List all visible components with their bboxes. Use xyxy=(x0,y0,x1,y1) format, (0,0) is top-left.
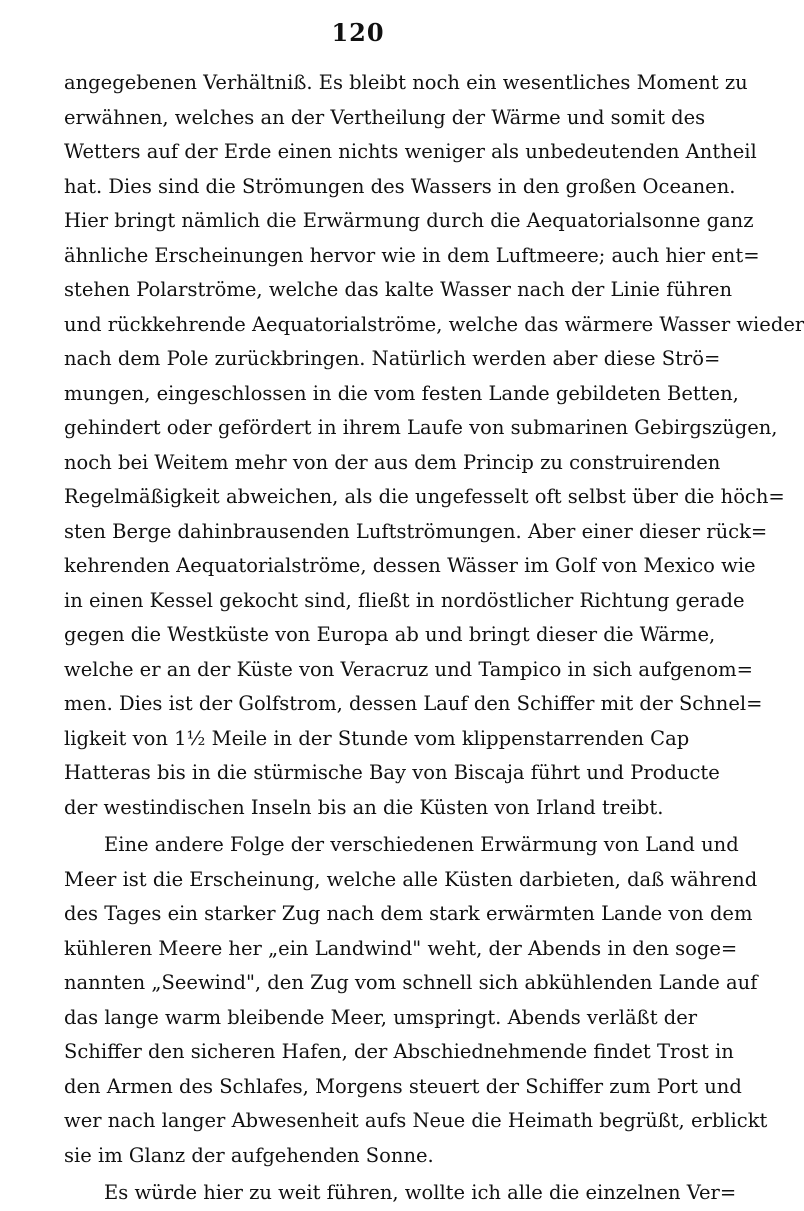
paragraph-2 xyxy=(64,828,768,1173)
text-line: Hatteras bis in die stürmische Bay von Biscaja führt und Producte xyxy=(64,761,720,784)
text-line: gegen die Westküste von Europa ab und bringt dieser die Wärme, xyxy=(64,623,716,646)
text-line: mungen, eingeschlossen in die vom festen Lande gebildeten Betten, xyxy=(64,381,739,405)
text-line: Hier bringt nämlich die Erwärmung durch die Aequatorialsonne ganz xyxy=(64,209,754,232)
text-line: Wetters auf der Erde einen nichts weniger als unbedeutenden Antheil xyxy=(64,140,757,163)
text-line: in einen Kessel gekocht sind, fließt in nordöstlicher Richtung gerade xyxy=(64,588,745,612)
text-line: Schiffer den sicheren Hafen, der Abschiednehmende findet Trost in xyxy=(64,1040,734,1063)
body-text xyxy=(64,66,804,1211)
text-line: ligkeit von 1½ Meile in der Stunde vom klippenstarrenden Cap xyxy=(64,726,690,750)
text-line: angegebenen Verhältniß. Es bleibt noch ein wesentliches Moment zu xyxy=(64,71,748,94)
text-line: men. Dies ist der Golfstrom, dessen Lauf den Schiffer mit der Schnel= xyxy=(64,692,763,715)
text-line: erwähnen, welches an der Vertheilung der Wärme und somit des xyxy=(64,105,706,129)
paragraph-3 xyxy=(64,1176,737,1211)
text-line: ähnliche Erscheinungen hervor wie in dem Luftmeere; auch hier ent= xyxy=(64,243,760,267)
text-line: das lange warm bleibende Meer, umspringt. Abends verläßt der xyxy=(64,1005,698,1029)
text-line: nannten „Seewind", den Zug vom schnell sich abkühlenden Lande auf xyxy=(64,971,758,994)
text-line: und rückkehrende Aequatorialströme, welche das wärmere Wasser wieder xyxy=(64,312,804,336)
text-line: stehen Polarströme, welche das kalte Wasser nach der Linie führen xyxy=(64,278,733,301)
text-line: sten Berge dahinbrausenden Luftströmungen. Aber einer dieser rück= xyxy=(64,519,768,543)
text-line: wer nach langer Abwesenheit aufs Neue die Heimath begrüßt, erblickt xyxy=(64,1109,768,1132)
page-number: 120 xyxy=(331,18,385,47)
text-line: noch bei Weitem mehr von der aus dem Princip zu construirenden xyxy=(64,450,721,474)
text-line: nach dem Pole zurückbringen. Natürlich werden aber diese Strö= xyxy=(64,347,721,370)
text-line: der westindischen Inseln bis an die Küsten von Irland treibt. xyxy=(64,795,664,819)
text-line: Meer ist die Erscheinung, welche alle Küsten darbieten, daß während xyxy=(64,867,758,891)
paragraph-1 xyxy=(64,66,804,825)
text-line: gehindert oder gefördert in ihrem Laufe von submarinen Gebirgszügen, xyxy=(64,416,778,439)
text-line: kühleren Meere her „ein Landwind" weht, der Abends in den soge= xyxy=(64,936,738,960)
text-line: welche er an der Küste von Veracruz und Tampico in sich aufgenom= xyxy=(64,657,753,681)
text-line: Eine andere Folge der verschiedenen Erwärmung von Land und xyxy=(104,833,739,856)
text-line: Regelmäßigkeit abweichen, als die ungefesselt oft selbst über die höch= xyxy=(64,485,785,508)
text-line: den Armen des Schlafes, Morgens steuert der Schiffer zum Port und xyxy=(64,1074,742,1098)
text-line: sie im Glanz der aufgehenden Sonne. xyxy=(64,1143,434,1167)
text-line: kehrenden Aequatorialströme, dessen Wässer im Golf von Mexico wie xyxy=(64,554,756,577)
text-line: hat. Dies sind die Strömungen des Wassers in den großen Oceanen. xyxy=(64,174,736,198)
text-line: Es würde hier zu weit führen, wollte ich alle die einzelnen Ver= xyxy=(104,1181,737,1204)
text-line: des Tages ein starker Zug nach dem stark erwärmten Lande von dem xyxy=(64,902,753,925)
